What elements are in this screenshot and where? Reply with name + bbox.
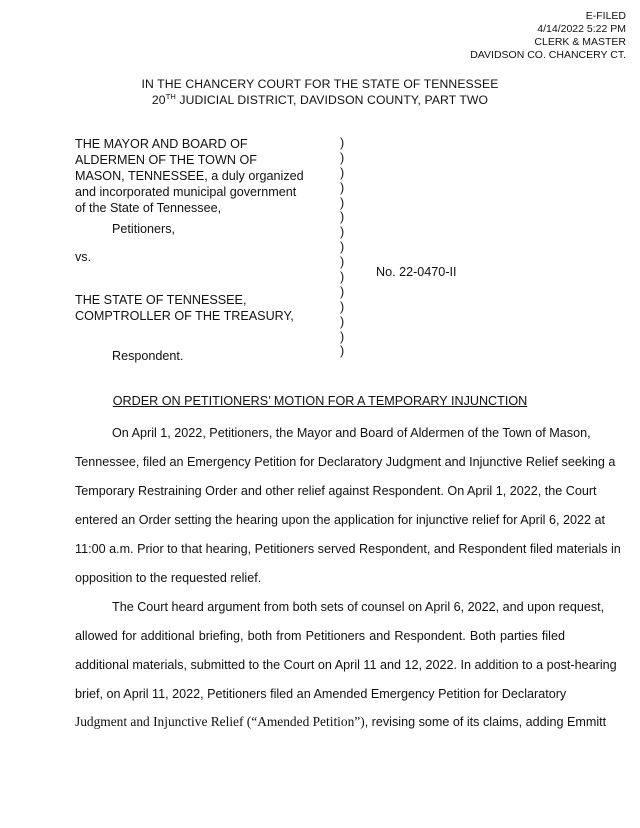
court-heading: IN THE CHANCERY COURT FOR THE STATE OF TENNESSEE: [141, 77, 499, 91]
body-line: [75, 714, 607, 730]
body-line: 11:00 a.m. Prior to that hearing, Petitioners served Respondent, and Respondent filed materials in: [75, 542, 621, 556]
amended-petition-ref: Judgment and Injunctive Relief (“Amended Petition”): [75, 714, 365, 729]
district-number: 20: [151, 93, 166, 108]
docket-number: No. 22-0470-II: [376, 265, 457, 279]
respondent-line: COMPTROLLER OF THE TREASURY,: [75, 309, 294, 323]
respondent-label: Respondent.: [112, 349, 184, 363]
stamp-efiled: E-FILED: [585, 10, 626, 22]
paren: ): [340, 210, 345, 225]
district-superscript: TH: [165, 92, 176, 101]
body-line: Temporary Restraining Order and other relief against Respondent. On April 1, 2022, the Court: [75, 484, 597, 498]
paren: ): [340, 180, 345, 195]
paren: ): [340, 344, 345, 359]
paren: ): [340, 314, 345, 329]
petitioner-line: MASON, TENNESSEE, a duly organized: [75, 169, 304, 183]
order-title: ORDER ON PETITIONERS’ MOTION FOR A TEMPORARY INJUNCTION: [112, 394, 528, 408]
court-district: [0, 92, 640, 107]
stamp-clerk: CLERK & MASTER: [534, 36, 626, 48]
paren: ): [340, 284, 345, 299]
respondent-block: [75, 292, 294, 324]
body-line: allowed for additional briefing, both from Petitioners and Respondent. Both parties filed: [75, 629, 565, 643]
stamp-datetime: 4/14/2022 5:22 PM: [537, 23, 626, 35]
versus-label: vs.: [75, 250, 92, 264]
petitioner-line: THE MAYOR AND BOARD OF: [75, 137, 248, 151]
paren: ): [340, 240, 345, 255]
paren: ): [340, 150, 345, 165]
paren: ): [340, 225, 345, 240]
paren: ): [340, 195, 345, 210]
caption-paren-column: [340, 136, 344, 359]
efiling-stamp: [470, 10, 626, 62]
paren: ): [340, 136, 345, 150]
paren: ): [340, 165, 345, 180]
body-line: On April 1, 2022, Petitioners, the Mayor and Board of Aldermen of the Town of Mason,: [112, 426, 591, 440]
paren: ): [340, 299, 345, 314]
paren: ): [340, 329, 345, 344]
petitioner-line: and incorporated municipal government: [75, 185, 297, 199]
respondent-line: THE STATE OF TENNESSEE,: [75, 293, 247, 307]
body-line: The Court heard argument from both sets of counsel on April 6, 2022, and upon request,: [112, 600, 605, 614]
district-text: JUDICIAL DISTRICT, DAVIDSON COUNTY, PART TWO: [175, 93, 489, 108]
body-line: brief, on April 11, 2022, Petitioners filed an Amended Emergency Petition for Declaratory: [75, 687, 567, 701]
body-line: Tennessee, filed an Emergency Petition for Declaratory Judgment and Injunctive Relief seeking a: [75, 455, 616, 469]
petitioner-block: [75, 136, 304, 216]
paren: ): [340, 270, 345, 285]
body-line: opposition to the requested relief.: [75, 571, 262, 585]
stamp-court: DAVIDSON CO. CHANCERY CT.: [470, 49, 626, 61]
petitioner-line: of the State of Tennessee,: [75, 201, 222, 215]
paren: ): [340, 255, 345, 270]
petitioner-line: ALDERMEN OF THE TOWN OF: [75, 153, 257, 167]
body-line: additional materials, submitted to the Court on April 11 and 12, 2022. In addition to a post-hearing: [75, 658, 617, 672]
body-line: entered an Order setting the hearing upon the application for injunctive relief for April 6, 2022 at: [75, 513, 605, 527]
petitioners-label: Petitioners,: [112, 222, 175, 236]
body-line-rest: , revising some of its claims, adding Emmitt: [364, 715, 607, 729]
